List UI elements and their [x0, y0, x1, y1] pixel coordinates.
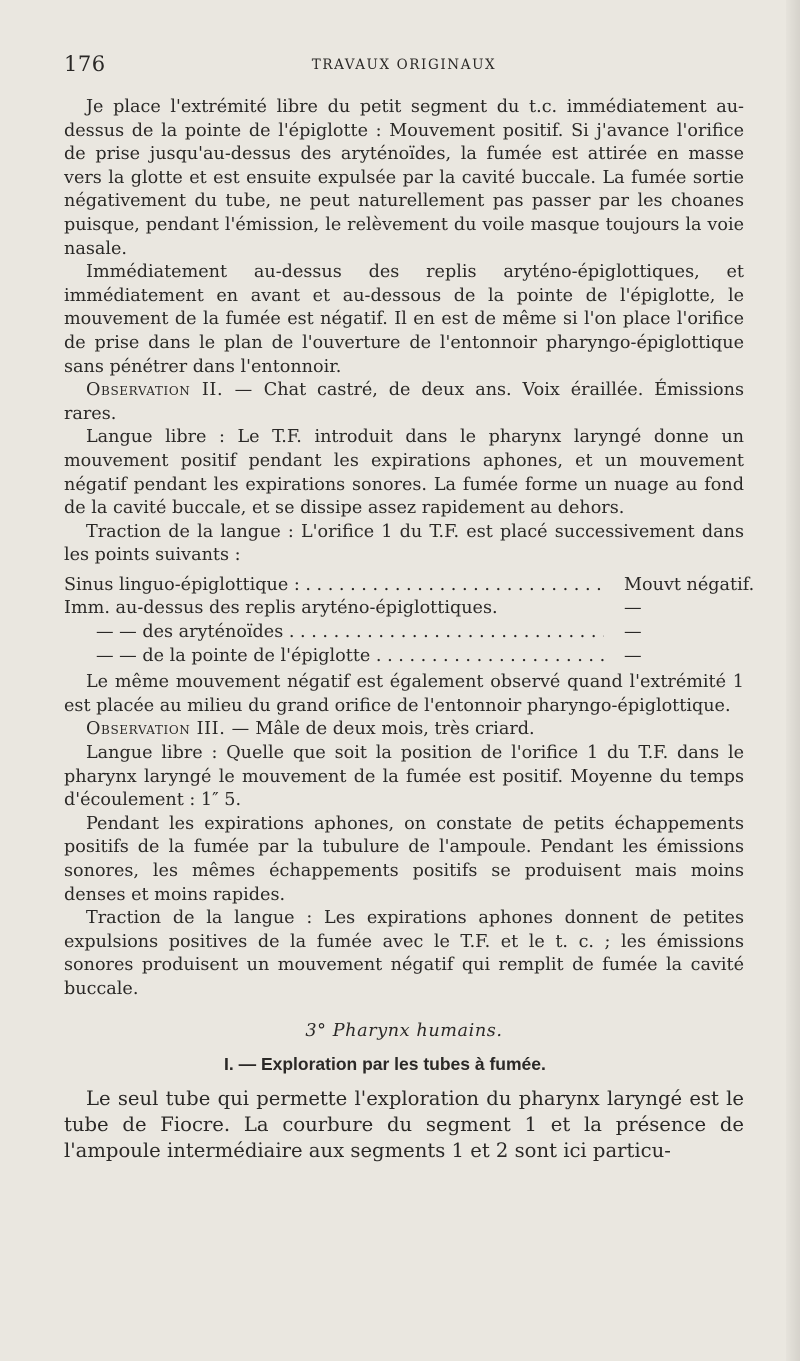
position-label: Imm. au-dessus des replis aryténo-épiglottiques.: [64, 598, 498, 619]
running-title: TRAVAUX ORIGINAUX: [311, 57, 497, 73]
list-item: [64, 574, 755, 598]
leader-dots: [370, 646, 604, 666]
position-value: —: [624, 598, 642, 619]
paragraph: Immédiatement au-dessus des replis aryténo-épiglottiques, et immédiatement en avant et au-dessous de la pointe de l'épiglotte, le mouvement de la fumée est négatif. Il en est de même si l'on place l'orifice de prise dans le plan de l'ouverture de l'entonnoir pharyngo-épiglottique sans pénétrer dans l'entonnoir.: [64, 262, 744, 377]
page-number: 176: [64, 52, 106, 76]
paragraph: Le seul tube qui permette l'exploration du pharynx laryngé est le tube de Fiocre. La courbure du segment 1 et la présence de l'ampoule intermédiaire aux segments 1 et 2 sont ici particu-: [64, 1086, 744, 1162]
paragraph: Traction de la langue : L'orifice 1 du T.F. est placé successivement dans les points suivants :: [64, 521, 744, 566]
position-value: —: [624, 622, 642, 643]
paragraph: Langue libre : Quelle que soit la position de l'orifice 1 du T.F. dans le pharynx laryngé le mouvement de la fumée est positif. Moyenne du temps d'écoulement : 1″ 5.: [64, 743, 744, 811]
position-label: Sinus linguo-épiglottique : . . .: [64, 574, 604, 598]
list-item: [64, 621, 744, 645]
body-text: [64, 96, 755, 1164]
observation-paragraph: [64, 379, 744, 426]
position-label: — — des aryténoïdes . . .: [64, 621, 604, 645]
position-list: [64, 574, 755, 668]
page-header: [64, 52, 744, 82]
section-title: 3° Pharynx humains.: [305, 1020, 503, 1041]
position-label: — — de la pointe de l'épiglotte . . .: [64, 645, 604, 669]
position-value: Mouvt négatif.: [624, 574, 755, 595]
leader-dots: [300, 575, 604, 595]
position-value: —: [624, 645, 642, 666]
paragraph: Je place l'extrémité libre du petit segment du t.c. immédiatement au-dessus de la pointe de l'épiglotte : Mouvement positif. Si j'avance l'orifice de prise jusqu'au-dessus des aryténoïdes, la fumée est attirée en masse vers la glotte et est ensuite expulsée par la cavité buccale. La fumée sortie négativement du tube, ne peut naturellement pas passer par les choanes puisque, pendant l'émission, le relèvement du voile masque toujours la voie nasale.: [64, 97, 744, 259]
paragraph: Traction de la langue : Les expirations aphones donnent de petites expulsions positives de la fumée avec le T.F. et le t. c. ; les émissions sonores produisent un mouvement négatif qui remplit de fumée la cavité buccale.: [64, 908, 744, 999]
observation-text: Mâle de deux mois, très criard.: [255, 719, 535, 740]
paragraph: Le même mouvement négatif est également observé quand l'extrémité 1 est placée au milieu du grand orifice de l'entonnoir pharyngo-épiglottique.: [64, 672, 744, 716]
observation-text: Chat castré, de deux ans. Voix éraillée. Émissions rares.: [64, 380, 744, 424]
list-item: [64, 597, 744, 621]
paragraph: Langue libre : Le T.F. introduit dans le pharynx laryngé donne un mouvement positif pendant les expirations aphones, et un mouvement négatif pendant les expirations sonores. La fumée forme un nuage au fond de la cavité buccale, et se dissipe assez rapidement au dehors.: [64, 427, 744, 519]
page-edge: [786, 0, 800, 1361]
observation-heading: Observation III. —: [86, 719, 250, 740]
subsection-title: I. — Exploration par les tubes à fumée.: [224, 1054, 546, 1075]
list-item: [64, 645, 744, 669]
paragraph: Pendant les expirations aphones, on constate de petits échappements positifs de la fumée par la tubulure de l'ampoule. Pendant les émissions sonores, les mêmes échappements positifs se produisent mais moins denses et moins rapides.: [64, 813, 744, 905]
leader-dots: [283, 622, 604, 642]
observation-paragraph: [64, 718, 744, 742]
observation-heading: Observation II. —: [86, 380, 253, 401]
